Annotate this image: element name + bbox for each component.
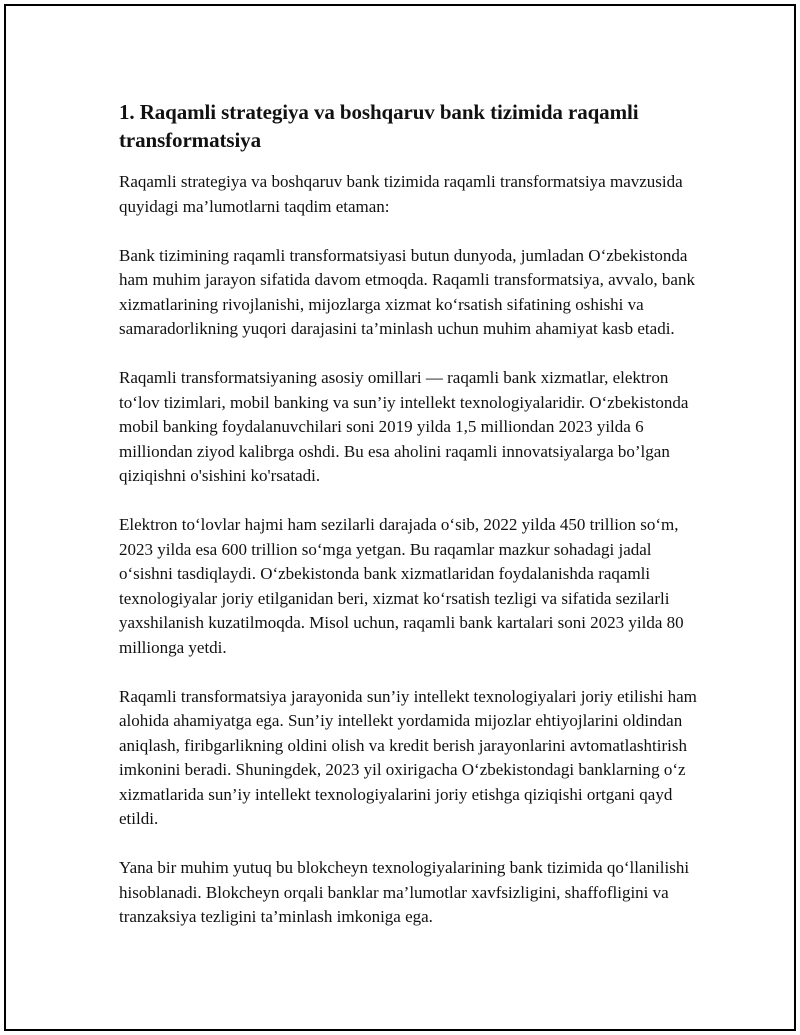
page-frame [4,4,796,1031]
paragraph-intro: Raqamli strategiya va boshqaruv bank tizimida raqamli transformatsiya mavzusida quyidagi ma’lumotlarni taqdim etaman: [119,172,683,216]
paragraph-electronic-payments: Elektron to‘lovlar hajmi ham sezilarli darajada o‘sib, 2022 yilda 450 trillion so‘m, 2023 yilda esa 600 trillion so‘mga yetgan. Bu raqamlar mazkur sohadagi jadal o‘sishni tasdiqlaydi. O‘zbekistonda bank xizmatlaridan foydalanishda raqamli texnologiyalar joriy etilganidan beri, xizmat ko‘rsatish tezligi va sifatida sezilarli yaxshilanish kuzatilmoqda. Misol uchun, raqamli bank kartalari soni 2023 yilda 80 millionga yetdi. [119,515,684,657]
document-body [119,98,699,930]
paragraph-artificial-intelligence: Raqamli transformatsiya jarayonida sun’iy intellekt texnologiyalari joriy etilishi ham alohida ahamiyatga ega. Sun’iy intellekt yordamida mijozlar ehtiyojlarini oldindan aniqlash, firibgarlikning oldini olish va kredit berish jarayonlarini avtomatlashtirish imkonini beradi. Shuningdek, 2023 yil oxirigacha O‘zbekistondagi banklarning o‘z xizmatlarida sun’iy intellekt texnologiyalarini joriy etishga qiziqishi ortgani qayd etildi. [119,686,697,828]
document-title: 1. Raqamli strategiya va boshqaruv bank tizimida raqamli transformatsiya [119,100,639,152]
paragraph-blockchain: Yana bir muhim yutuq bu blokcheyn texnologiyalarining bank tizimida qo‘llanilishi hisoblanadi. Blokcheyn orqali banklar ma’lumotlar xavfsizligini, shaffofligini va tranzaksiya tezligini ta’minlash imkoniga ega. [119,858,690,926]
paragraph-key-factors: Raqamli transformatsiyaning asosiy omillari — raqamli bank xizmatlar, elektron to‘lov tizimlari, mobil banking va sun’iy intellekt texnologiyalaridir. O‘zbekistonda mobil banking foydalanuvchilari soni 2019 yilda 1,5 milliondan 2023 yilda 6 milliondan ziyod kalibrga oshdi. Bu esa aholini raqamli innovatsiyalarga bo’lgan qiziqishni o'sishini ko'rsatadi. [119,368,689,485]
paragraph-transformation-overview: Bank tizimining raqamli transformatsiyasi butun dunyoda, jumladan O‘zbekistonda ham muhim jarayon sifatida davom etmoqda. Raqamli transformatsiya, avvalo, bank xizmatlarining rivojlanishi, mijozlarga xizmat ko‘rsatish sifatining oshishi va samaradorlikning yuqori darajasini ta’minlash uchun muhim ahamiyat kasb etadi. [119,245,695,338]
